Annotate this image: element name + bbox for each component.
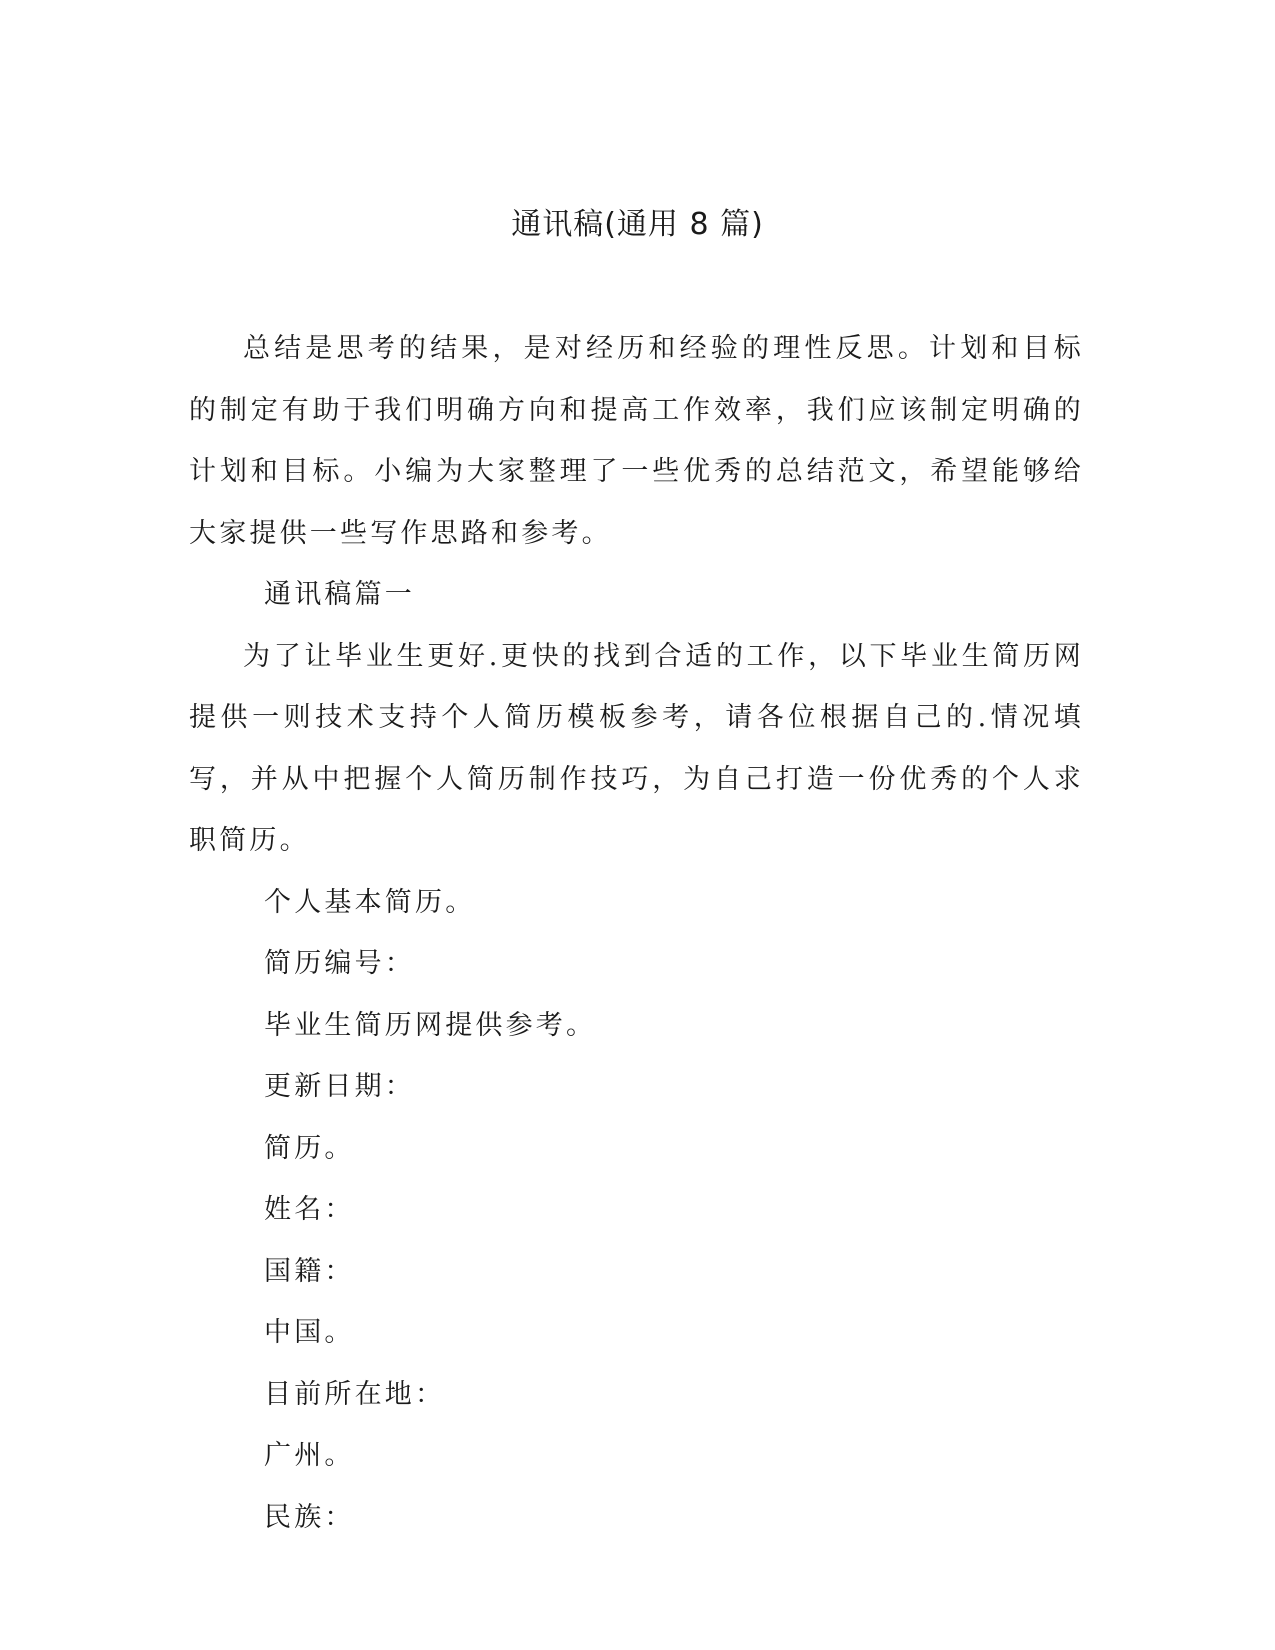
intro-paragraph: 总结是思考的结果，是对经历和经验的理性反思。计划和目标的制定有助于我们明确方向和提高工作效率，我们应该制定明确的计划和目标。小编为大家整理了一些优秀的总结范文，希望能够给大家提供一些写作思路和参考。 — [189, 333, 1084, 549]
resume-line: 民族： — [264, 1501, 355, 1533]
resume-line: 目前所在地： — [264, 1378, 446, 1410]
resume-line: 简历。 — [264, 1132, 355, 1164]
document-body — [189, 318, 1084, 1548]
document-title: 通讯稿(通用 8 篇) — [511, 207, 764, 242]
resume-line: 毕业生简历网提供参考。 — [264, 1009, 597, 1041]
resume-line: 姓名： — [264, 1194, 355, 1225]
resume-line: 更新日期： — [264, 1071, 415, 1102]
section-paragraph: 为了让毕业生更好.更快的找到合适的工作，以下毕业生简历网提供一则技术支持个人简历模板参考，请各位根据自己的.情况填写，并从中把握个人简历制作技巧，为自己打造一份优秀的个人求职简历。 — [189, 640, 1084, 856]
resume-line: 国籍： — [264, 1255, 355, 1287]
resume-line: 广州。 — [264, 1440, 355, 1471]
resume-line: 简历编号： — [264, 948, 415, 979]
resume-line: 中国。 — [264, 1317, 355, 1348]
resume-line: 个人基本简历。 — [264, 886, 476, 918]
section-heading: 通讯稿篇一 — [264, 579, 415, 610]
